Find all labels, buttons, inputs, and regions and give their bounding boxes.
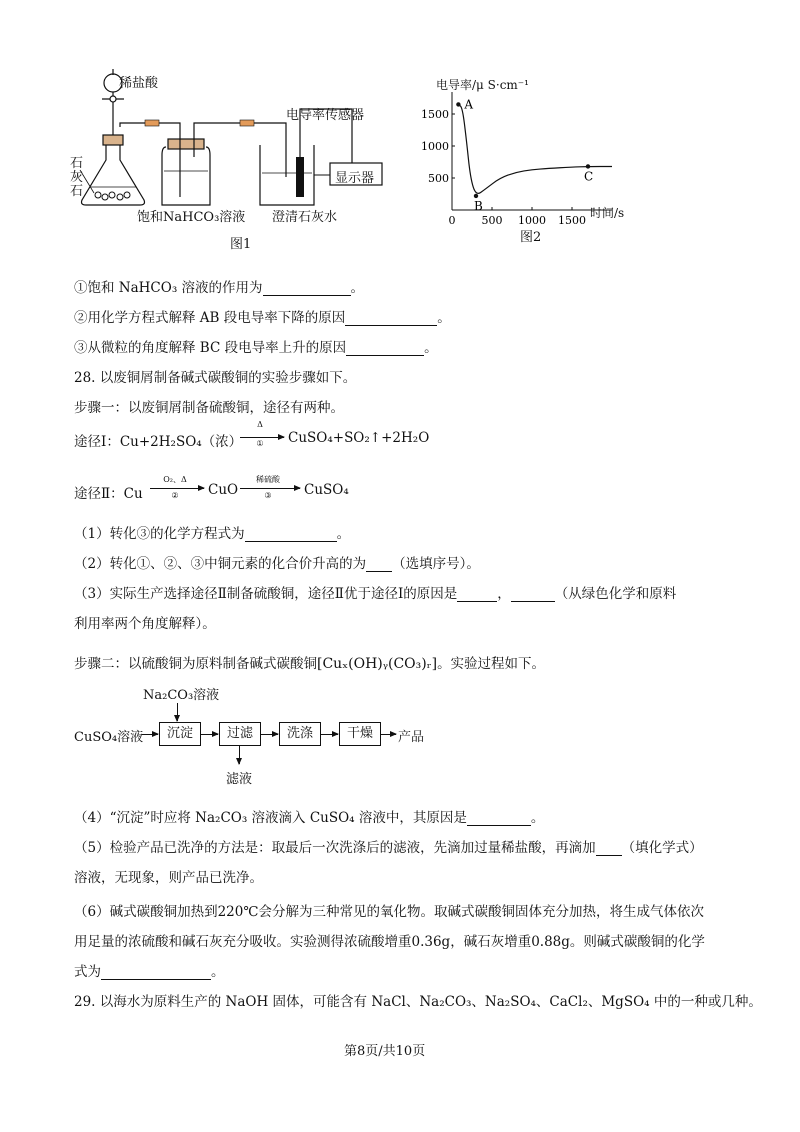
q28-p1-end: 。 (336, 526, 351, 542)
q28-p5-text: （5）检验产品已洗净的方法是：取最后一次洗涤后的滤液，先滴加过量稀盐酸，再滴加 (74, 840, 596, 856)
limestone-pellets (95, 192, 130, 200)
route-1-condition: Δ (257, 420, 263, 429)
chart-ylabel: 电导率/μ S·cm⁻¹ (436, 78, 529, 92)
label-display: 显示器 (335, 171, 375, 186)
answer-blank[interactable] (101, 965, 211, 980)
q27-s1-text: ①饱和 NaHCO₃ 溶液的作用为 (74, 280, 263, 296)
answer-blank[interactable] (467, 811, 531, 826)
q28-p6-end: 。 (211, 964, 225, 980)
q28-p6-line1: （6）碱式碳酸铜加热到220℃会分解为三种常见的氧化物。取碱式碳酸铜固体充分加热，将生成气体依次 (74, 904, 704, 920)
route-2-suffix: CuSO₄ (304, 482, 349, 498)
route-2-mid: CuO (208, 482, 239, 498)
point-b (474, 194, 478, 198)
washing-bottle (162, 137, 210, 205)
apparatus-diagram (60, 65, 480, 265)
q28-p6-line3 (74, 960, 225, 980)
q28-step2-text: 步骤二：以硫酸铜为原料制备碱式碳酸铜 (74, 656, 317, 672)
q28-step2-end: 。实验过程如下。 (437, 656, 546, 672)
label-beaker: 澄清石灰水 (272, 210, 338, 225)
point-label-b: B (474, 198, 483, 213)
q28-p4-end: 。 (530, 810, 545, 826)
q28-p3-text: （3）实际生产选择途径Ⅱ制备硫酸铜，途径Ⅱ优于途径Ⅰ的原因是 (74, 586, 458, 602)
flow-arrow-1 (200, 734, 218, 735)
point-a (456, 102, 460, 106)
route-2-arrow-1 (150, 488, 204, 489)
x-tick-label: 0 (448, 214, 456, 227)
flow-reagent-arrow (177, 703, 178, 721)
y-tick-label: 500 (428, 172, 449, 185)
q28-p2-text: （2）转化①、②、③中铜元素的化合价升高的为 (74, 556, 367, 572)
figure-2-caption: 图2 (520, 230, 542, 245)
q27-s1 (74, 276, 364, 296)
answer-blank[interactable] (263, 281, 351, 296)
q28-p3 (74, 582, 676, 602)
label-acid: 稀盐酸 (119, 76, 159, 91)
route-2-step-2: ③ (264, 491, 272, 500)
answer-blank[interactable] (511, 587, 555, 602)
q28-p4-text: （4）“沉淀”时应将 Na₂CO₃ 溶液滴入 CuSO₄ 溶液中，其原因是 (74, 810, 467, 826)
point-c (586, 164, 590, 168)
route-2-condition-2: 稀硫酸 (256, 475, 280, 484)
y-tick-label: 1000 (421, 140, 449, 153)
q28-p5-end: （填化学式） (621, 840, 703, 856)
chart-xlabel: 时间/s (590, 206, 625, 220)
route-2-arrow-2 (240, 488, 300, 489)
route-2-condition-1: O₂、Δ (163, 475, 187, 484)
flow-filtrate: 滤液 (226, 772, 253, 787)
flow-arrow-2 (260, 734, 278, 735)
q28-p3-mid: ， (497, 586, 511, 602)
flow-arrow-4 (380, 734, 396, 735)
figure-1-caption: 图1 (230, 237, 252, 252)
flow-reagent: Na₂CO₃溶液 (143, 688, 220, 703)
route-2-prefix: 途径Ⅱ：Cu (74, 486, 143, 502)
answer-blank[interactable] (346, 341, 424, 356)
route-1-suffix: CuSO₄+SO₂↑+2H₂O (288, 430, 430, 446)
q28-p2 (74, 552, 480, 572)
beaker (260, 145, 314, 205)
y-tick-label: 1500 (421, 108, 449, 121)
flow-box-wash: 洗涤 (279, 722, 321, 746)
q28-p2-end: （选填序号）。 (392, 556, 480, 572)
q28-p6-line2: 用足量的浓硫酸和碱石灰充分吸收。实验测得浓硫酸增重0.36g，碱石灰增重0.88g。则碱式碳酸铜的化学 (74, 934, 705, 950)
sensor-probe (296, 157, 304, 197)
q28-p1-text: （1）转化③的化学方程式为 (74, 526, 245, 542)
q27-s3-text: ③从微粒的角度解释 BC 段电导率上升的原因 (74, 340, 347, 356)
point-label-a: A (464, 97, 474, 112)
label-limestone-3: 石 (70, 184, 84, 199)
q27-s2-text: ②用化学方程式解释 AB 段电导率下降的原因 (74, 310, 346, 326)
label-limestone-2: 灰 (70, 170, 84, 185)
answer-blank[interactable] (245, 527, 337, 542)
label-limestone-1: 石 (70, 156, 84, 171)
label-bottle: 饱和NaHCO₃溶液 (137, 210, 246, 225)
answer-blank[interactable] (366, 557, 392, 572)
q28-p6-line3-text: 式为 (74, 964, 101, 980)
q28-step2 (74, 652, 545, 672)
route-1-step: ① (256, 439, 264, 448)
flow-filtrate-arrow (239, 746, 240, 764)
answer-blank[interactable] (345, 311, 437, 326)
answer-blank[interactable] (457, 587, 497, 602)
route-1-arrow (240, 437, 284, 438)
q27-s1-end: 。 (350, 280, 365, 296)
q28-p5-cont: 溶液，无现象，则产品已洗净。 (74, 870, 263, 886)
x-tick-label: 500 (481, 214, 503, 227)
flow-box-filter: 过滤 (219, 722, 261, 746)
flow-arrow-0 (142, 734, 158, 735)
route-2-step-1: ② (171, 491, 179, 500)
q28-step2-formula: [Cuₓ(OH)ᵧ(CO₃)ᵣ] (317, 656, 438, 672)
q28-p5 (74, 836, 703, 856)
q27-s3 (74, 336, 438, 356)
q28-p4 (74, 806, 544, 826)
q28-p1 (74, 522, 350, 542)
x-tick-label: 1500 (558, 214, 586, 227)
flow-start: CuSO₄溶液 (74, 730, 144, 745)
q27-s2-end: 。 (437, 310, 451, 326)
q27-s2 (74, 306, 451, 326)
route-1-prefix: 途径Ⅰ：Cu+2H₂SO₄（浓） (74, 434, 243, 450)
flow-box-dry: 干燥 (339, 722, 381, 746)
flow-box-precipitate: 沉淀 (159, 722, 201, 746)
q29-text: 29. 以海水为原料生产的 NaOH 固体，可能含有 NaCl、Na₂CO₃、Na₂SO₄、CaCl₂、MgSO₄ 中的一种或几种。 (74, 994, 762, 1010)
q28-step1: 步骤一：以废铜屑制备硫酸铜，途径有两种。 (74, 400, 344, 416)
flow-arrow-3 (320, 734, 338, 735)
q28-p3-cont: 利用率两个角度解释）。 (74, 616, 216, 632)
label-sensor: 电导率传感器 (286, 108, 365, 123)
q27-s3-end: 。 (424, 340, 438, 356)
answer-blank[interactable] (596, 841, 622, 856)
x-tick-label: 1000 (518, 214, 546, 227)
q28-p3-end: （从绿色化学和原料 (554, 586, 677, 602)
q28-title: 28. 以废铜屑制备碱式碳酸铜的实验步骤如下。 (74, 370, 357, 386)
flow-product: 产品 (398, 730, 425, 745)
page-footer: 第8页/共10页 (344, 1044, 426, 1059)
point-label-c: C (584, 169, 594, 184)
